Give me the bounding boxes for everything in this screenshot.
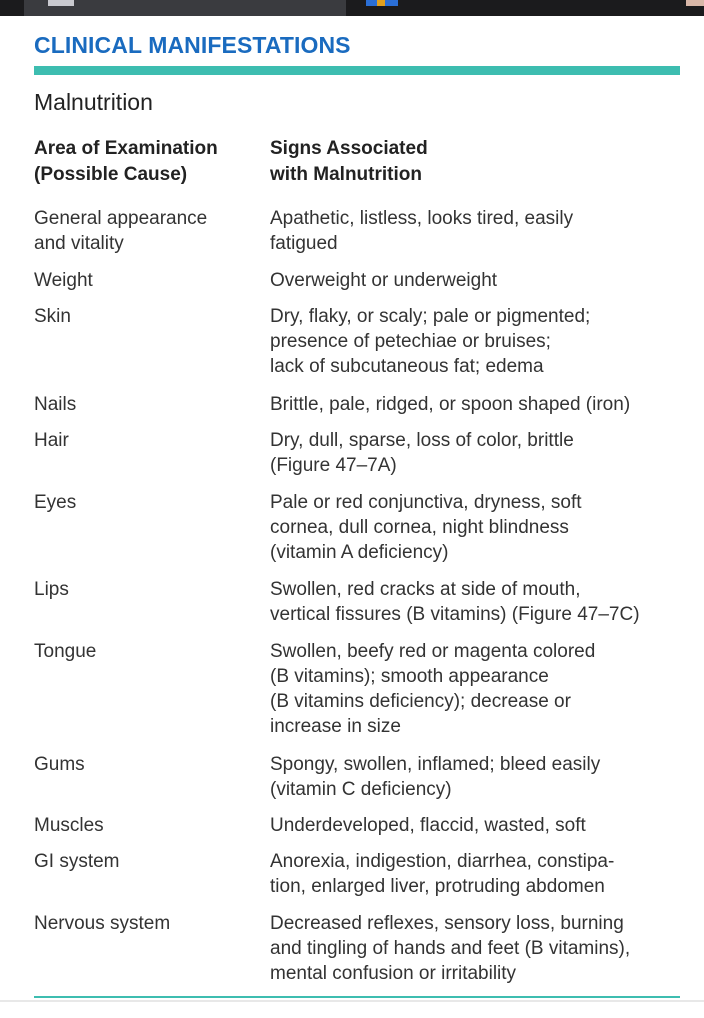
area-line: Hair bbox=[34, 430, 69, 451]
table-subtitle: Malnutrition bbox=[34, 89, 153, 115]
signs-of-malnutrition bbox=[270, 849, 680, 899]
signs-of-malnutrition bbox=[270, 639, 680, 739]
column-header-signs-line1: Signs Associated bbox=[270, 138, 428, 159]
sign-line: presence of petechiae or bruises; bbox=[270, 331, 551, 352]
sign-line: Dry, flaky, or scaly; pale or pigmented; bbox=[270, 306, 591, 327]
app-icon[interactable] bbox=[366, 0, 398, 6]
area-of-examination bbox=[34, 849, 262, 874]
sign-line: (B vitamins); smooth appearance bbox=[270, 666, 549, 687]
area-line: GI system bbox=[34, 851, 120, 872]
sign-line: fatigued bbox=[270, 233, 338, 254]
area-of-examination bbox=[34, 911, 262, 936]
signs-of-malnutrition bbox=[270, 304, 680, 379]
section-title: CLINICAL MANIFESTATIONS bbox=[34, 32, 351, 58]
sign-line: Underdeveloped, flaccid, wasted, soft bbox=[270, 815, 586, 836]
sign-line: Swollen, red cracks at side of mouth, bbox=[270, 579, 581, 600]
signs-of-malnutrition bbox=[270, 752, 680, 802]
page-bottom-edge bbox=[0, 1000, 704, 1002]
sign-line: and tingling of hands and feet (B vitamins), bbox=[270, 938, 631, 959]
sign-line: (B vitamins deficiency); decrease or bbox=[270, 691, 571, 712]
column-header-area-line2: (Possible Cause) bbox=[34, 164, 188, 185]
sign-line: Dry, dull, sparse, loss of color, brittle bbox=[270, 430, 574, 451]
sign-line: Brittle, pale, ridged, or spoon shaped (iron) bbox=[270, 394, 631, 415]
signs-of-malnutrition bbox=[270, 428, 680, 478]
sign-line: lack of subcutaneous fat; edema bbox=[270, 356, 544, 377]
signs-of-malnutrition bbox=[270, 911, 680, 986]
browser-tab-bar bbox=[0, 0, 704, 16]
area-line: Lips bbox=[34, 579, 69, 600]
column-header-signs bbox=[270, 136, 680, 188]
area-line: Tongue bbox=[34, 641, 97, 662]
signs-of-malnutrition bbox=[270, 490, 680, 565]
area-line: and vitality bbox=[34, 233, 124, 254]
document-page bbox=[0, 16, 704, 1018]
signs-of-malnutrition bbox=[270, 268, 680, 293]
sign-line: (Figure 47–7A) bbox=[270, 455, 397, 476]
column-header-area bbox=[34, 136, 262, 188]
area-of-examination bbox=[34, 428, 262, 453]
area-of-examination bbox=[34, 206, 262, 256]
sign-line: Overweight or underweight bbox=[270, 270, 498, 291]
sign-line: Apathetic, listless, looks tired, easily bbox=[270, 208, 574, 229]
sign-line: Pale or red conjunctiva, dryness, soft bbox=[270, 492, 582, 513]
sign-line: mental confusion or irritability bbox=[270, 963, 517, 984]
sign-line: Decreased reflexes, sensory loss, burning bbox=[270, 913, 624, 934]
title-divider bbox=[34, 66, 680, 75]
area-line: Muscles bbox=[34, 815, 104, 836]
sign-line: Swollen, beefy red or magenta colored bbox=[270, 641, 596, 662]
signs-of-malnutrition bbox=[270, 206, 680, 256]
sign-line: (vitamin A deficiency) bbox=[270, 542, 449, 563]
sign-line: cornea, dull cornea, night blindness bbox=[270, 517, 569, 538]
area-line: Skin bbox=[34, 306, 71, 327]
column-header-signs-line2: with Malnutrition bbox=[270, 164, 422, 185]
area-line: Eyes bbox=[34, 492, 77, 513]
area-line: Weight bbox=[34, 270, 93, 291]
area-line: Nails bbox=[34, 394, 77, 415]
area-of-examination bbox=[34, 490, 262, 515]
sign-line: tion, enlarged liver, protruding abdomen bbox=[270, 876, 605, 897]
sign-line: (vitamin C deficiency) bbox=[270, 779, 452, 800]
signs-of-malnutrition bbox=[270, 392, 680, 417]
sign-line: Anorexia, indigestion, diarrhea, constipa- bbox=[270, 851, 615, 872]
table-bottom-divider bbox=[34, 996, 680, 998]
avatar[interactable] bbox=[686, 0, 704, 6]
browser-tab[interactable] bbox=[24, 0, 346, 16]
tab-favicon-icon bbox=[48, 0, 74, 6]
area-of-examination bbox=[34, 392, 262, 417]
sign-line: Spongy, swollen, inflamed; bleed easily bbox=[270, 754, 601, 775]
sign-line: vertical fissures (B vitamins) (Figure 47–7C) bbox=[270, 604, 640, 625]
area-of-examination bbox=[34, 813, 262, 838]
area-of-examination bbox=[34, 304, 262, 329]
area-of-examination bbox=[34, 752, 262, 777]
column-header-area-line1: Area of Examination bbox=[34, 138, 218, 159]
area-line: Gums bbox=[34, 754, 85, 775]
signs-of-malnutrition bbox=[270, 577, 680, 627]
area-line: General appearance bbox=[34, 208, 208, 229]
area-line: Nervous system bbox=[34, 913, 171, 934]
area-of-examination bbox=[34, 639, 262, 664]
signs-of-malnutrition bbox=[270, 813, 680, 838]
sign-line: increase in size bbox=[270, 716, 401, 737]
area-of-examination bbox=[34, 268, 262, 293]
area-of-examination bbox=[34, 577, 262, 602]
